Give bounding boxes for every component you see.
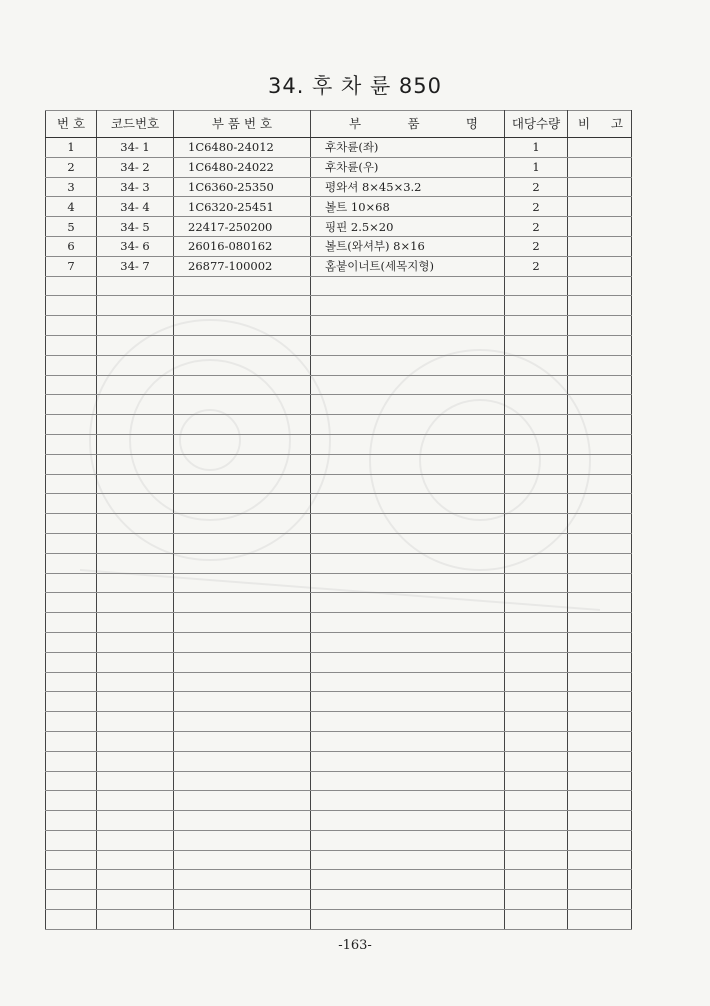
empty-cell: [46, 573, 97, 593]
empty-cell: [505, 870, 568, 890]
cell-code: 34- 6: [97, 236, 174, 256]
empty-cell: [505, 850, 568, 870]
empty-cell: [568, 434, 632, 454]
empty-cell: [568, 454, 632, 474]
empty-cell: [311, 632, 505, 652]
parts-table: [45, 110, 632, 930]
empty-cell: [311, 276, 505, 296]
empty-cell: [97, 890, 174, 910]
empty-cell: [568, 632, 632, 652]
empty-cell: [46, 712, 97, 732]
empty-table-row: [46, 415, 632, 435]
empty-table-row: [46, 870, 632, 890]
empty-cell: [174, 692, 311, 712]
empty-cell: [46, 632, 97, 652]
empty-cell: [174, 335, 311, 355]
empty-cell: [311, 672, 505, 692]
empty-cell: [311, 890, 505, 910]
empty-cell: [174, 870, 311, 890]
empty-cell: [505, 573, 568, 593]
empty-cell: [311, 593, 505, 613]
cell-qty: 2: [505, 177, 568, 197]
empty-cell: [46, 553, 97, 573]
empty-cell: [568, 553, 632, 573]
empty-cell: [46, 296, 97, 316]
empty-cell: [505, 731, 568, 751]
empty-cell: [568, 791, 632, 811]
empty-cell: [97, 415, 174, 435]
empty-cell: [311, 514, 505, 534]
cell-code: 34- 3: [97, 177, 174, 197]
empty-table-row: [46, 712, 632, 732]
header-part-no: 부 품 번 호: [174, 111, 311, 138]
empty-cell: [174, 553, 311, 573]
table-row: [46, 197, 632, 217]
empty-cell: [174, 593, 311, 613]
empty-cell: [568, 296, 632, 316]
empty-cell: [568, 731, 632, 751]
empty-cell: [97, 811, 174, 831]
empty-cell: [311, 910, 505, 930]
empty-cell: [46, 890, 97, 910]
empty-cell: [311, 771, 505, 791]
cell-part-no: 1C6480-24012: [174, 138, 311, 158]
empty-cell: [174, 632, 311, 652]
cell-remarks: [568, 236, 632, 256]
empty-table-row: [46, 632, 632, 652]
empty-cell: [97, 593, 174, 613]
empty-cell: [46, 593, 97, 613]
cell-qty: 1: [505, 138, 568, 158]
empty-cell: [174, 731, 311, 751]
empty-cell: [97, 850, 174, 870]
empty-table-row: [46, 830, 632, 850]
empty-cell: [46, 830, 97, 850]
empty-cell: [174, 573, 311, 593]
empty-cell: [311, 474, 505, 494]
empty-cell: [174, 652, 311, 672]
cell-qty: 2: [505, 256, 568, 276]
empty-cell: [46, 771, 97, 791]
cell-qty: 2: [505, 217, 568, 237]
cell-name: 평와셔 8×45×3.2: [311, 177, 505, 197]
empty-cell: [97, 474, 174, 494]
empty-cell: [568, 771, 632, 791]
empty-cell: [311, 533, 505, 553]
empty-cell: [97, 712, 174, 732]
table-body: [46, 138, 632, 930]
empty-cell: [46, 811, 97, 831]
cell-no: 6: [46, 236, 97, 256]
empty-cell: [97, 910, 174, 930]
empty-cell: [97, 632, 174, 652]
empty-cell: [311, 791, 505, 811]
empty-cell: [46, 276, 97, 296]
empty-cell: [97, 751, 174, 771]
empty-cell: [505, 316, 568, 336]
empty-cell: [568, 355, 632, 375]
cell-name: 후차륜(좌): [311, 138, 505, 158]
empty-cell: [97, 276, 174, 296]
empty-cell: [311, 870, 505, 890]
empty-cell: [46, 474, 97, 494]
empty-table-row: [46, 395, 632, 415]
empty-cell: [311, 553, 505, 573]
empty-cell: [311, 355, 505, 375]
empty-cell: [568, 712, 632, 732]
empty-cell: [174, 910, 311, 930]
empty-cell: [568, 811, 632, 831]
empty-cell: [311, 731, 505, 751]
table-row: [46, 217, 632, 237]
empty-cell: [174, 672, 311, 692]
table-row: [46, 236, 632, 256]
empty-cell: [97, 533, 174, 553]
empty-cell: [311, 395, 505, 415]
empty-cell: [174, 454, 311, 474]
empty-table-row: [46, 474, 632, 494]
header-remarks-1: 비: [578, 116, 591, 131]
empty-cell: [174, 395, 311, 415]
empty-cell: [505, 830, 568, 850]
empty-cell: [505, 910, 568, 930]
cell-no: 7: [46, 256, 97, 276]
empty-cell: [568, 910, 632, 930]
empty-cell: [46, 652, 97, 672]
empty-cell: [174, 830, 311, 850]
empty-cell: [311, 751, 505, 771]
empty-cell: [97, 434, 174, 454]
empty-cell: [568, 335, 632, 355]
cell-no: 5: [46, 217, 97, 237]
empty-cell: [505, 335, 568, 355]
cell-name: 볼트(와셔부) 8×16: [311, 236, 505, 256]
empty-table-row: [46, 553, 632, 573]
empty-table-row: [46, 652, 632, 672]
empty-cell: [568, 870, 632, 890]
empty-cell: [46, 335, 97, 355]
empty-cell: [311, 494, 505, 514]
cell-no: 1: [46, 138, 97, 158]
empty-cell: [568, 375, 632, 395]
empty-cell: [174, 890, 311, 910]
empty-cell: [46, 672, 97, 692]
empty-cell: [46, 791, 97, 811]
empty-cell: [311, 573, 505, 593]
empty-table-row: [46, 454, 632, 474]
header-name-1: 부: [349, 116, 362, 131]
empty-cell: [46, 454, 97, 474]
empty-cell: [97, 316, 174, 336]
empty-cell: [97, 652, 174, 672]
empty-cell: [174, 811, 311, 831]
empty-cell: [568, 395, 632, 415]
empty-cell: [568, 474, 632, 494]
empty-cell: [505, 434, 568, 454]
empty-table-row: [46, 890, 632, 910]
empty-cell: [568, 494, 632, 514]
empty-cell: [97, 731, 174, 751]
empty-table-row: [46, 791, 632, 811]
empty-cell: [505, 751, 568, 771]
empty-cell: [174, 533, 311, 553]
empty-cell: [505, 454, 568, 474]
empty-cell: [568, 593, 632, 613]
table-header-row: [46, 111, 632, 138]
empty-cell: [505, 395, 568, 415]
empty-cell: [311, 335, 505, 355]
empty-cell: [505, 692, 568, 712]
empty-cell: [97, 335, 174, 355]
empty-cell: [311, 850, 505, 870]
empty-cell: [505, 632, 568, 652]
empty-cell: [505, 613, 568, 633]
empty-cell: [46, 731, 97, 751]
empty-cell: [46, 355, 97, 375]
empty-table-row: [46, 276, 632, 296]
empty-cell: [311, 454, 505, 474]
empty-cell: [97, 791, 174, 811]
empty-cell: [505, 652, 568, 672]
empty-cell: [174, 434, 311, 454]
empty-cell: [505, 514, 568, 534]
empty-cell: [97, 296, 174, 316]
empty-cell: [505, 672, 568, 692]
empty-cell: [97, 692, 174, 712]
empty-cell: [174, 791, 311, 811]
empty-cell: [46, 415, 97, 435]
cell-no: 2: [46, 157, 97, 177]
empty-cell: [46, 613, 97, 633]
empty-cell: [311, 296, 505, 316]
empty-cell: [505, 296, 568, 316]
cell-part-no: 22417-250200: [174, 217, 311, 237]
cell-name: 핑핀 2.5×20: [311, 217, 505, 237]
cell-code: 34- 7: [97, 256, 174, 276]
header-remarks: [568, 111, 632, 138]
table-row: [46, 138, 632, 158]
empty-cell: [505, 375, 568, 395]
cell-code: 34- 2: [97, 157, 174, 177]
empty-table-row: [46, 434, 632, 454]
header-no: 번 호: [46, 111, 97, 138]
empty-table-row: [46, 316, 632, 336]
empty-cell: [97, 395, 174, 415]
empty-table-row: [46, 692, 632, 712]
cell-qty: 2: [505, 236, 568, 256]
cell-remarks: [568, 256, 632, 276]
empty-cell: [174, 613, 311, 633]
empty-cell: [311, 415, 505, 435]
cell-code: 34- 4: [97, 197, 174, 217]
empty-cell: [505, 355, 568, 375]
cell-no: 3: [46, 177, 97, 197]
empty-cell: [174, 771, 311, 791]
empty-cell: [568, 276, 632, 296]
empty-cell: [97, 454, 174, 474]
empty-cell: [568, 415, 632, 435]
header-name-2: 품: [407, 116, 420, 131]
empty-table-row: [46, 494, 632, 514]
empty-cell: [174, 494, 311, 514]
empty-cell: [174, 712, 311, 732]
empty-cell: [568, 850, 632, 870]
empty-cell: [568, 652, 632, 672]
empty-cell: [568, 751, 632, 771]
empty-cell: [174, 415, 311, 435]
empty-cell: [46, 375, 97, 395]
empty-cell: [568, 613, 632, 633]
empty-cell: [505, 712, 568, 732]
empty-cell: [505, 791, 568, 811]
header-code: 코드번호: [97, 111, 174, 138]
empty-cell: [46, 692, 97, 712]
header-remarks-2: 고: [610, 116, 623, 131]
empty-table-row: [46, 910, 632, 930]
empty-cell: [174, 296, 311, 316]
cell-name: 볼트 10×68: [311, 197, 505, 217]
empty-cell: [505, 593, 568, 613]
cell-name: 홈붙이너트(세목지형): [311, 256, 505, 276]
empty-table-row: [46, 731, 632, 751]
empty-cell: [505, 276, 568, 296]
empty-cell: [505, 811, 568, 831]
cell-code: 34- 5: [97, 217, 174, 237]
empty-cell: [311, 613, 505, 633]
empty-table-row: [46, 613, 632, 633]
empty-cell: [568, 672, 632, 692]
cell-remarks: [568, 217, 632, 237]
empty-cell: [311, 811, 505, 831]
table-row: [46, 177, 632, 197]
empty-cell: [505, 533, 568, 553]
empty-cell: [568, 830, 632, 850]
empty-table-row: [46, 593, 632, 613]
empty-cell: [568, 316, 632, 336]
empty-cell: [174, 751, 311, 771]
header-qty: 대당수량: [505, 111, 568, 138]
empty-cell: [174, 355, 311, 375]
cell-remarks: [568, 157, 632, 177]
empty-cell: [97, 771, 174, 791]
empty-cell: [311, 375, 505, 395]
empty-table-row: [46, 672, 632, 692]
empty-cell: [46, 850, 97, 870]
empty-cell: [97, 870, 174, 890]
empty-cell: [97, 375, 174, 395]
cell-remarks: [568, 177, 632, 197]
empty-cell: [505, 890, 568, 910]
empty-table-row: [46, 771, 632, 791]
empty-cell: [46, 533, 97, 553]
empty-cell: [505, 474, 568, 494]
empty-cell: [174, 276, 311, 296]
empty-table-row: [46, 533, 632, 553]
empty-cell: [568, 692, 632, 712]
empty-cell: [568, 533, 632, 553]
empty-table-row: [46, 335, 632, 355]
header-name: [311, 111, 505, 138]
empty-cell: [46, 494, 97, 514]
empty-cell: [97, 672, 174, 692]
empty-cell: [505, 553, 568, 573]
empty-cell: [174, 474, 311, 494]
empty-cell: [311, 652, 505, 672]
cell-remarks: [568, 138, 632, 158]
empty-table-row: [46, 850, 632, 870]
cell-no: 4: [46, 197, 97, 217]
empty-cell: [568, 890, 632, 910]
empty-cell: [46, 395, 97, 415]
empty-table-row: [46, 375, 632, 395]
empty-cell: [46, 910, 97, 930]
empty-table-row: [46, 811, 632, 831]
empty-cell: [97, 830, 174, 850]
empty-table-row: [46, 296, 632, 316]
empty-cell: [97, 355, 174, 375]
empty-cell: [97, 613, 174, 633]
cell-remarks: [568, 197, 632, 217]
empty-cell: [174, 514, 311, 534]
empty-cell: [46, 751, 97, 771]
page-number: -163-: [338, 938, 372, 953]
cell-qty: 2: [505, 197, 568, 217]
empty-cell: [97, 494, 174, 514]
empty-cell: [174, 316, 311, 336]
empty-cell: [46, 316, 97, 336]
empty-cell: [46, 434, 97, 454]
empty-cell: [311, 316, 505, 336]
table-row: [46, 256, 632, 276]
cell-code: 34- 1: [97, 138, 174, 158]
cell-part-no: 26877-100002: [174, 256, 311, 276]
cell-qty: 1: [505, 157, 568, 177]
empty-cell: [174, 375, 311, 395]
empty-cell: [97, 514, 174, 534]
empty-cell: [311, 830, 505, 850]
empty-cell: [46, 870, 97, 890]
empty-cell: [311, 434, 505, 454]
empty-cell: [568, 514, 632, 534]
empty-cell: [505, 415, 568, 435]
cell-part-no: 1C6480-24022: [174, 157, 311, 177]
empty-table-row: [46, 355, 632, 375]
empty-cell: [505, 494, 568, 514]
page-title: 34. 후 차 륜 850: [267, 74, 443, 98]
cell-name: 후차륜(우): [311, 157, 505, 177]
empty-cell: [97, 553, 174, 573]
empty-table-row: [46, 514, 632, 534]
empty-table-row: [46, 573, 632, 593]
empty-cell: [568, 573, 632, 593]
table-row: [46, 157, 632, 177]
cell-part-no: 1C6320-25451: [174, 197, 311, 217]
cell-part-no: 26016-080162: [174, 236, 311, 256]
empty-cell: [311, 712, 505, 732]
empty-table-row: [46, 751, 632, 771]
empty-cell: [46, 514, 97, 534]
empty-cell: [174, 850, 311, 870]
header-name-3: 명: [465, 116, 478, 131]
empty-cell: [97, 573, 174, 593]
cell-part-no: 1C6360-25350: [174, 177, 311, 197]
empty-cell: [505, 771, 568, 791]
empty-cell: [311, 692, 505, 712]
